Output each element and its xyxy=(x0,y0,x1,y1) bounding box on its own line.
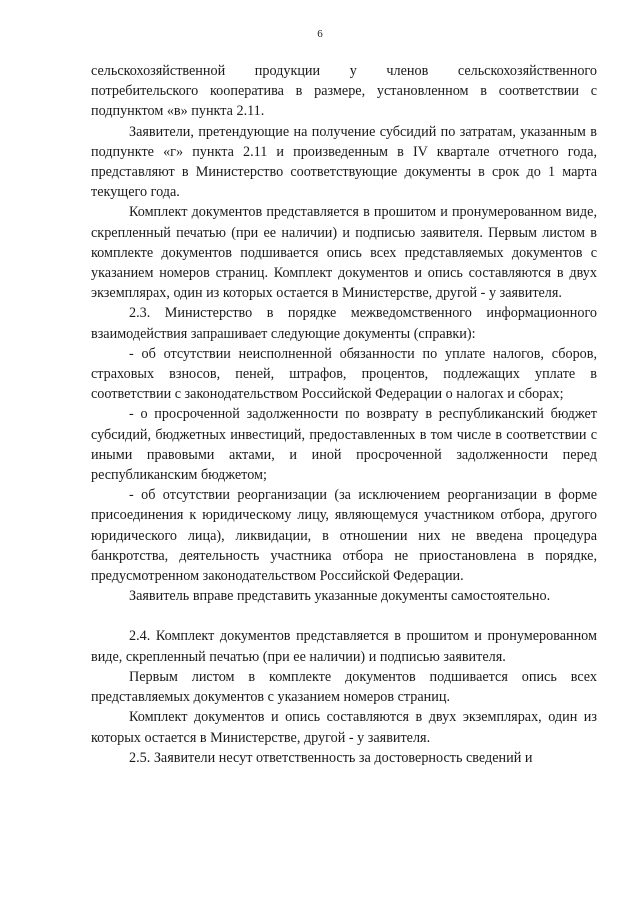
paragraph-2-4: 2.4. Комплект документов представляется в прошитом и пронумерованном виде, скрепленный печатью (при ее наличии) и подписью заявителя. xyxy=(91,628,597,665)
list-item-reorganization: - об отсутствии реорганизации (за исключением реорганизации в форме присоединения к юридическому лицу, являющемуся участником отбора, другого юридического лица), ликвидации, в отношении них не введена процедура банкротства, деятельность участника отбора не приостановлена в порядке, предусмотренном законодательством Российской Федерации. xyxy=(91,487,597,585)
paragraph-2-3: 2.3. Министерство в порядке межведомственного информационного взаимодействия запрашивает следующие документы (справки): xyxy=(91,305,597,342)
paragraph-copies: Комплект документов и опись составляются в двух экземплярах, один из которых остается в Министерстве, другой - у заявителя. xyxy=(91,709,597,746)
list-item-debt: - о просроченной задолженности по возврату в республиканский бюджет субсидий, бюджетных инвестиций, предоставленных в том числе в соответствии с иными правовыми актами, и иной просроченной задолженности перед республиканским бюджетом; xyxy=(91,406,597,484)
paragraph-self-submission: Заявитель вправе представить указанные документы самостоятельно. xyxy=(129,588,551,605)
paragraph-spacer xyxy=(91,606,597,626)
list-item-taxes: - об отсутствии неисполненной обязанности по уплате налогов, сборов, страховых взносов, пеней, штрафов, процентов, подлежащих уплате в соответствии с законодательством Российской Федерации о налогах и сборах; xyxy=(91,345,597,403)
paragraph-document-set: Комплект документов представляется в прошитом и пронумерованном виде, скрепленный печатью (при ее наличии) и подписью заявителя. Первым листом в комплекте документов подшивается опись всех представляемых документов с указанием номеров страниц. Комплект документов и опись составляются в двух экземплярах, один из которых остается в Министерстве, другой - у заявителя. xyxy=(91,204,597,302)
paragraph-inventory: Первым листом в комплекте документов подшивается опись всех представляемых документов с указанием номеров страниц. xyxy=(91,668,597,706)
paragraph-deadline: Заявители, претендующие на получение субсидий по затратам, указанным в подпункте «г» пункта 2.11 и произведенным в IV квартале отчетного года, представляют в Министерство соответствующие документы в срок до 1 марта текущего года. xyxy=(91,123,597,201)
paragraph-2-5: 2.5. Заявители несут ответственность за достоверность сведений и xyxy=(129,749,533,766)
paragraph-continuation: сельскохозяйственной продукции у членов сельскохозяйственного потребительского кооператива в размере, установленном в соответствии с подпунктом «в» пункта 2.11. xyxy=(91,63,597,120)
document-body xyxy=(91,61,597,768)
page-number: 6 xyxy=(317,28,323,40)
